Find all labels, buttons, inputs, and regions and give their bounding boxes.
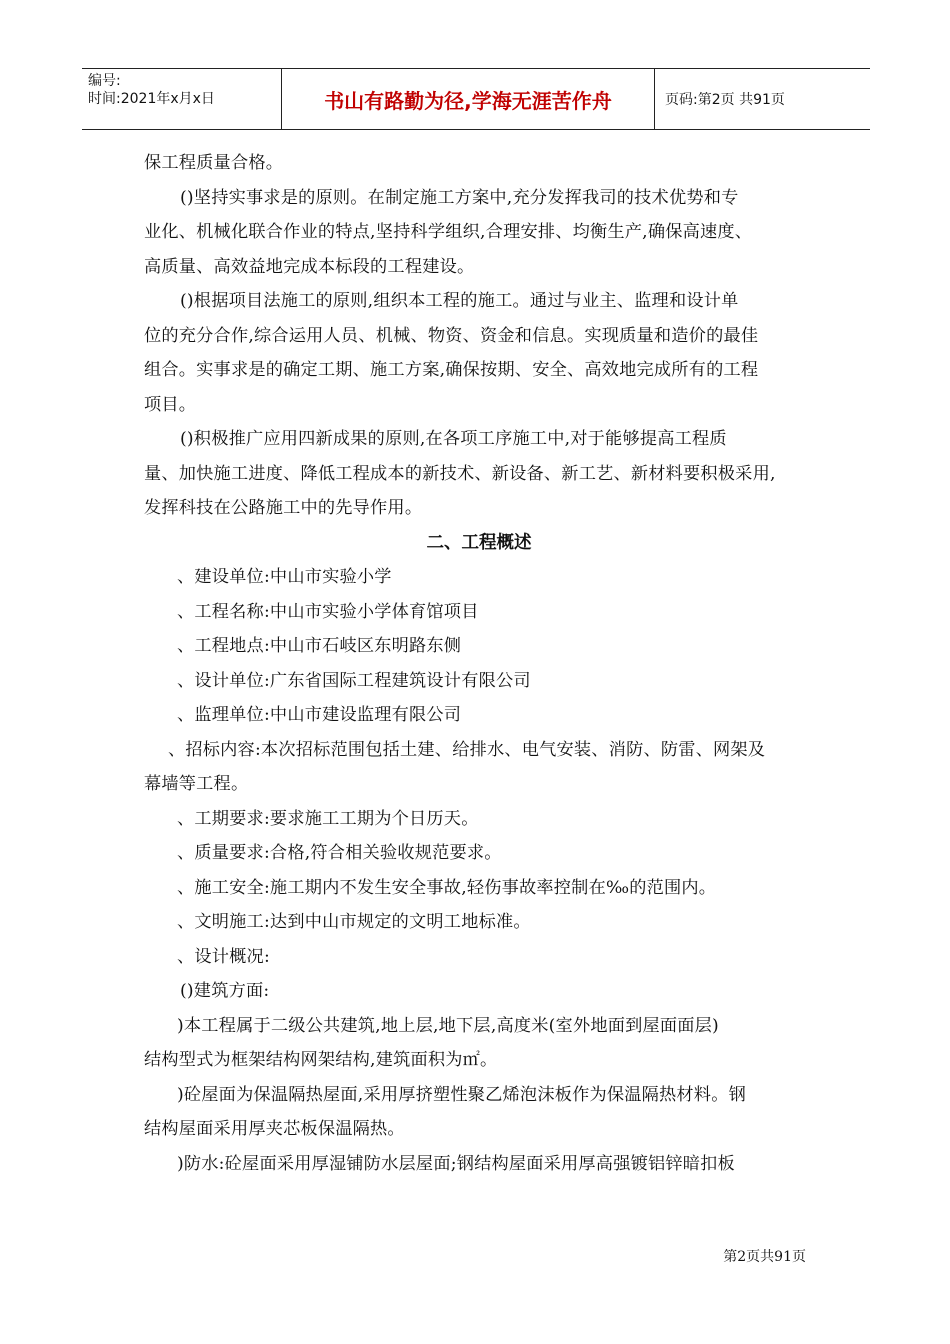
text-line: 保工程质量合格。 bbox=[144, 153, 284, 173]
list-item: 、工期要求:要求施工工期为个日历天。 bbox=[177, 808, 479, 829]
text-line: 量、加快施工进度、降低工程成本的新技术、新设备、新工艺、新材料要积极采用, bbox=[144, 463, 776, 484]
text-line: 结构屋面采用厚夹芯板保温隔热。 bbox=[144, 1119, 405, 1139]
list-item: 、建设单位:中山市实验小学 bbox=[177, 567, 392, 587]
list-item: 、文明施工:达到中山市规定的文明工地标准。 bbox=[177, 912, 531, 932]
page-header bbox=[82, 68, 870, 130]
page-footer: 第2页共91页 bbox=[723, 1249, 806, 1265]
list-item: 、施工安全:施工期内不发生安全事故,轻伤事故率控制在‰的范围内。 bbox=[177, 877, 717, 898]
list-item: 、工程地点:中山市石岐区东明路东侧 bbox=[177, 636, 462, 656]
text-line: 幕墙等工程。 bbox=[144, 774, 249, 794]
list-item: 、设计概况: bbox=[177, 946, 270, 967]
list-item: 、招标内容:本次招标范围包括土建、给排水、电气安装、消防、防雷、网架及 bbox=[168, 739, 766, 760]
section-title: 二、工程概述 bbox=[426, 532, 532, 553]
list-item: 、设计单位:广东省国际工程建筑设计有限公司 bbox=[177, 670, 531, 691]
text-line: )防水:砼屋面采用厚湿铺防水层屋面;钢结构屋面采用厚高强镀铝锌暗扣板 bbox=[177, 1153, 735, 1174]
text-line: )砼屋面为保温隔热屋面,采用厚挤塑性聚乙烯泡沫板作为保温隔热材料。钢 bbox=[177, 1084, 746, 1105]
document-number-label: 编号: bbox=[88, 73, 121, 89]
header-motto: 书山有路勤为径,学海无涯苦作舟 bbox=[282, 69, 655, 129]
text-line: 业化、机械化联合作业的特点,坚持科学组织,合理安排、均衡生产,确保高速度、 bbox=[144, 222, 753, 242]
document-body bbox=[144, 146, 814, 1181]
text-line: 组合。实事求是的确定工期、施工方案,确保按期、安全、高效地完成所有的工程 bbox=[144, 360, 759, 380]
text-line: )本工程属于二级公共建筑,地上层,地下层,高度米(室外地面到屋面面层) bbox=[177, 1015, 719, 1036]
list-item: 、监理单位:中山市建设监理有限公司 bbox=[177, 705, 462, 725]
list-item: 、质量要求:合格,符合相关验收规范要求。 bbox=[177, 843, 502, 863]
text-line: 结构型式为框架结构网架结构,建筑面积为㎡。 bbox=[144, 1050, 498, 1070]
text-line: ()根据项目法施工的原则,组织本工程的施工。通过与业主、监理和设计单 bbox=[180, 291, 739, 311]
document-time-label: 时间:2021年x月x日 bbox=[88, 91, 215, 107]
text-line: 高质量、高效益地完成本标段的工程建设。 bbox=[144, 256, 475, 277]
text-line: ()坚持实事求是的原则。在制定施工方案中,充分发挥我司的技术优势和专 bbox=[180, 187, 739, 208]
text-line: ()积极推广应用四新成果的原则,在各项工序施工中,对于能够提高工程质 bbox=[180, 429, 727, 449]
header-page-label: 页码:第2页 共91页 bbox=[665, 92, 785, 108]
text-line: 项目。 bbox=[144, 394, 197, 415]
text-line: 位的充分合作,综合运用人员、机械、物资、资金和信息。实现质量和造价的最佳 bbox=[144, 325, 759, 346]
header-meta bbox=[82, 69, 282, 129]
text-line: 发挥科技在公路施工中的先导作用。 bbox=[144, 498, 423, 518]
list-item: 、工程名称:中山市实验小学体育馆项目 bbox=[177, 601, 479, 622]
subsection-title: ()建筑方面: bbox=[180, 981, 270, 1001]
